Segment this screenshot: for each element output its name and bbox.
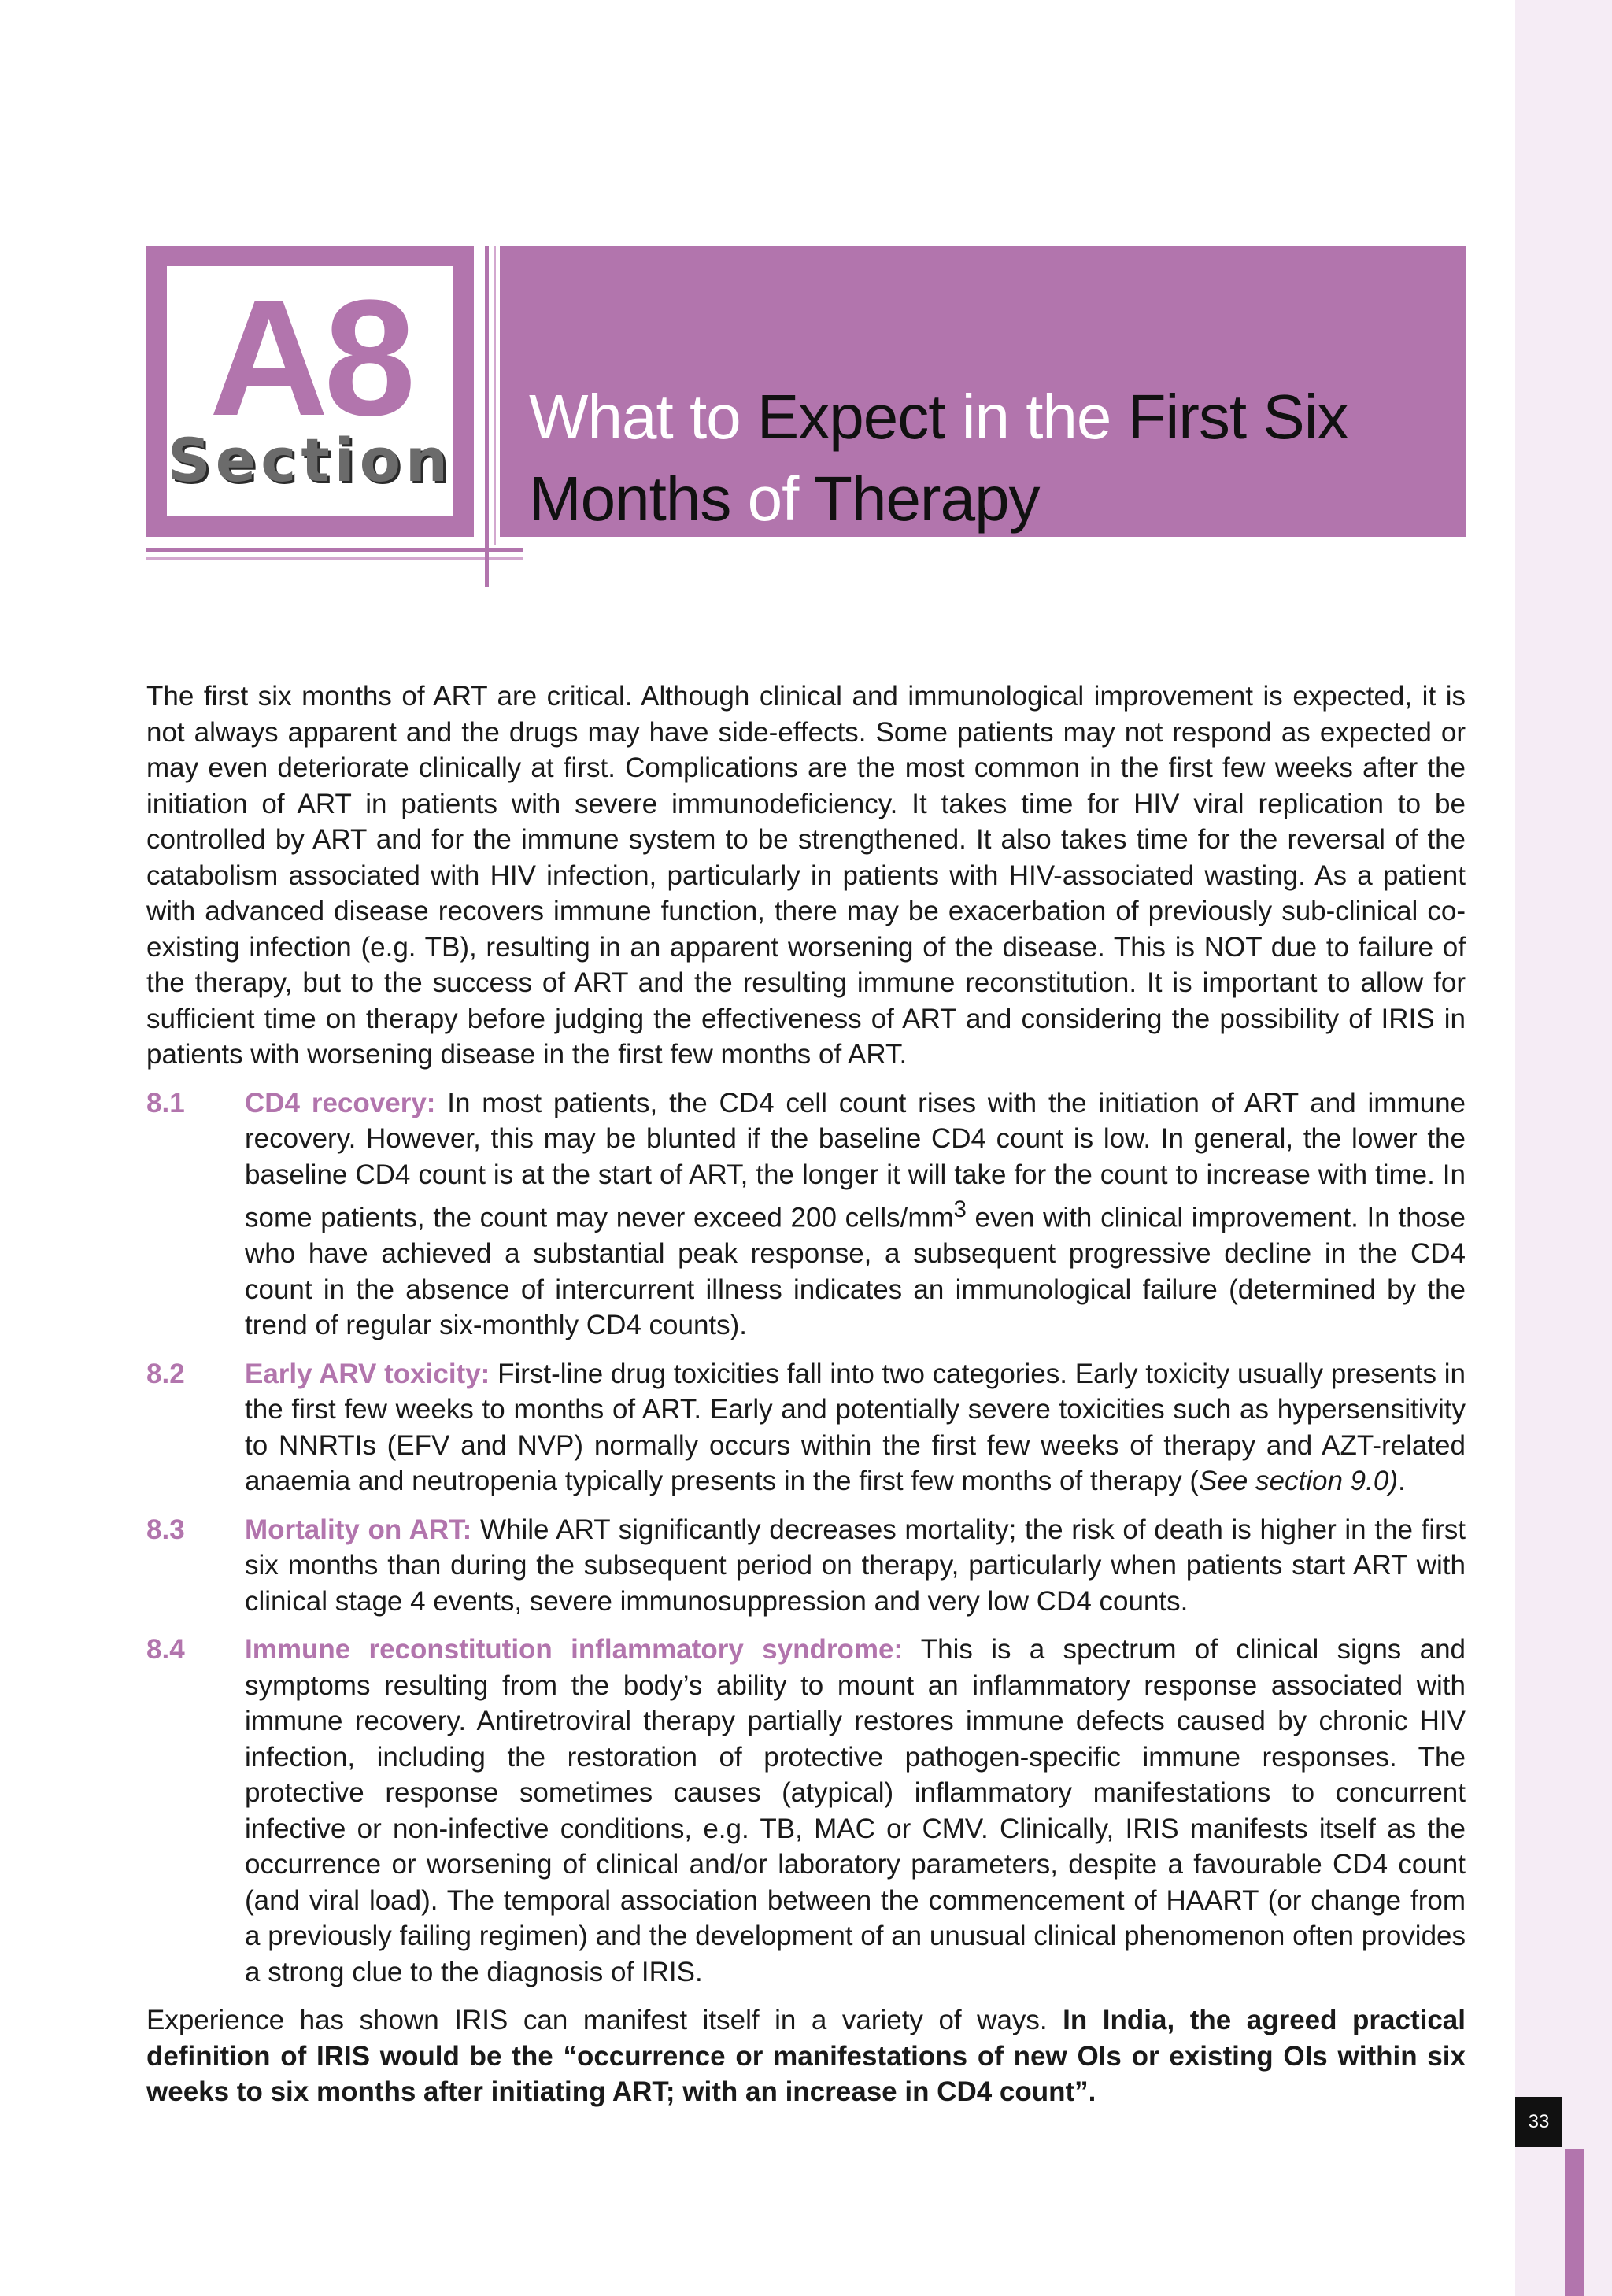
list-item	[146, 1356, 1466, 1499]
item-heading: Early ARV toxicity:	[245, 1358, 490, 1389]
item-text: First-line drug toxicities fall into two categories. Early toxicity usually presents in the first few weeks to months of ART. Early and potentially severe toxicities such as hypersensitivity to NNRTIs (EFV and NVP) normally occurs within the first few weeks of therapy and AZT-related anaemia and neutropenia typically presents in the first few months of therapy (	[245, 1358, 1466, 1497]
item-text: In most patients, the CD4 cell count rises with the initiation of ART and immune recovery. However, this may be blunted if the baseline CD4 count is low. In general, the lower the baseline CD4 count is at the start of ART, the longer it will take for the count to increase with time. In some patients, the count may never exceed 200 cells/mm	[245, 1087, 1466, 1233]
item-heading: CD4 recovery:	[245, 1087, 436, 1118]
superscript: 3	[953, 1197, 967, 1222]
decorative-rule	[146, 557, 523, 560]
side-accent-bar	[1565, 2149, 1584, 2296]
item-number: 8.4	[146, 1634, 185, 1666]
title-part: Expect	[756, 382, 945, 452]
list-item	[146, 1085, 1466, 1344]
side-strip	[1515, 0, 1612, 2296]
intro-paragraph: The first six months of ART are critical. Although clinical and immunological improvement is expected, it is not always apparent and the drugs may have side-effects. Some patients may not respond as expected or may even deteriorate clinically at first. Complications are the most common in the first few weeks after the initiation of ART in patients with severe immunodeficiency. It takes time for HIV viral replication to be controlled by ART and for the immune system to be strengthened. It also takes time for the reversal of the catabolism associated with HIV infection, particularly in patients with HIV-associated wasting. As a patient with advanced disease recovers immune function, there may be exacerbation of previously sub-clinical co-existing infection (e.g. TB), resulting in an apparent worsening of the disease. This is NOT due to failure of the therapy, but to the success of ART and the resulting immune reconstitution. It is important to allow for sufficient time on therapy before judging the effectiveness of ART and considering the possibility of IRIS in patients with worsening disease in the first few months of ART.	[146, 681, 1466, 1070]
closing-definition: In India, the agreed practical definition of IRIS would be the “occurrence or manifestations of new OIs or existing OIs within six weeks to six months after initiating ART; with an increase in CD4 count”.	[146, 2005, 1466, 2108]
item-number: 8.2	[146, 1358, 185, 1389]
item-text: This is a spectrum of clinical signs and symptoms resulting from the body’s ability to mount an inflammatory response associated with immune recovery. Antiretroviral therapy partially restores immune defects caused by chronic HIV infection, including the restoration of protective pathogen-specific immune responses. The protective response sometimes causes (atypical) inflammatory manifestations to concurrent infective or non-infective conditions, e.g. TB, MAC or CMV. Clinically, IRIS manifests itself as the occurrence or worsening of clinical and/or laboratory parameters, despite a favourable CD4 count (and viral load). The temporal association between the commencement of HAART (or change from a previously failing regimen) and the development of an unusual clinical phenomenon often provides a strong clue to the diagnosis of IRIS.	[245, 1634, 1466, 1987]
item-text: While ART significantly decreases mortality; the risk of death is higher in the first six months than during the subsequent period on therapy, particularly when patients start ART with clinical stage 4 events, severe immunosuppression and very low CD4 counts.	[245, 1514, 1466, 1617]
title-part: of	[730, 464, 815, 534]
title-part: in the	[945, 382, 1128, 452]
item-number: 8.1	[146, 1087, 185, 1118]
body-text	[146, 678, 1466, 2138]
title-part: First Six	[1127, 382, 1348, 452]
page-number: 33	[1515, 2097, 1562, 2147]
title-part: Months	[529, 464, 731, 534]
page-title	[529, 376, 1458, 540]
title-part: Therapy	[814, 464, 1040, 534]
decorative-rule	[146, 548, 523, 552]
list-item	[146, 1632, 1466, 1990]
cross-reference: See section 9.0)	[1199, 1466, 1398, 1497]
section-word: Section	[167, 425, 453, 495]
title-part: What to	[529, 382, 757, 452]
item-text: .	[1397, 1466, 1406, 1497]
item-text: even with clinical improvement. In those who have achieved a substantial peak response, a subsequent progressive decline in the CD4 count in the absence of intercurrent illness indicates an immunological failure (determined by the trend of regular six-monthly CD4 counts).	[245, 1202, 1466, 1341]
closing-text: Experience has shown IRIS can manifest itself in a variety of ways.	[146, 2005, 1063, 2036]
closing-paragraph	[146, 2002, 1466, 2110]
list-item	[146, 1512, 1466, 1620]
decorative-rule	[494, 246, 496, 545]
item-heading: Immune reconstitution inflammatory syndrome:	[245, 1634, 904, 1666]
item-number: 8.3	[146, 1514, 185, 1545]
item-heading: Mortality on ART:	[245, 1514, 472, 1545]
section-code: A8	[209, 265, 412, 450]
decorative-rule	[485, 246, 489, 587]
